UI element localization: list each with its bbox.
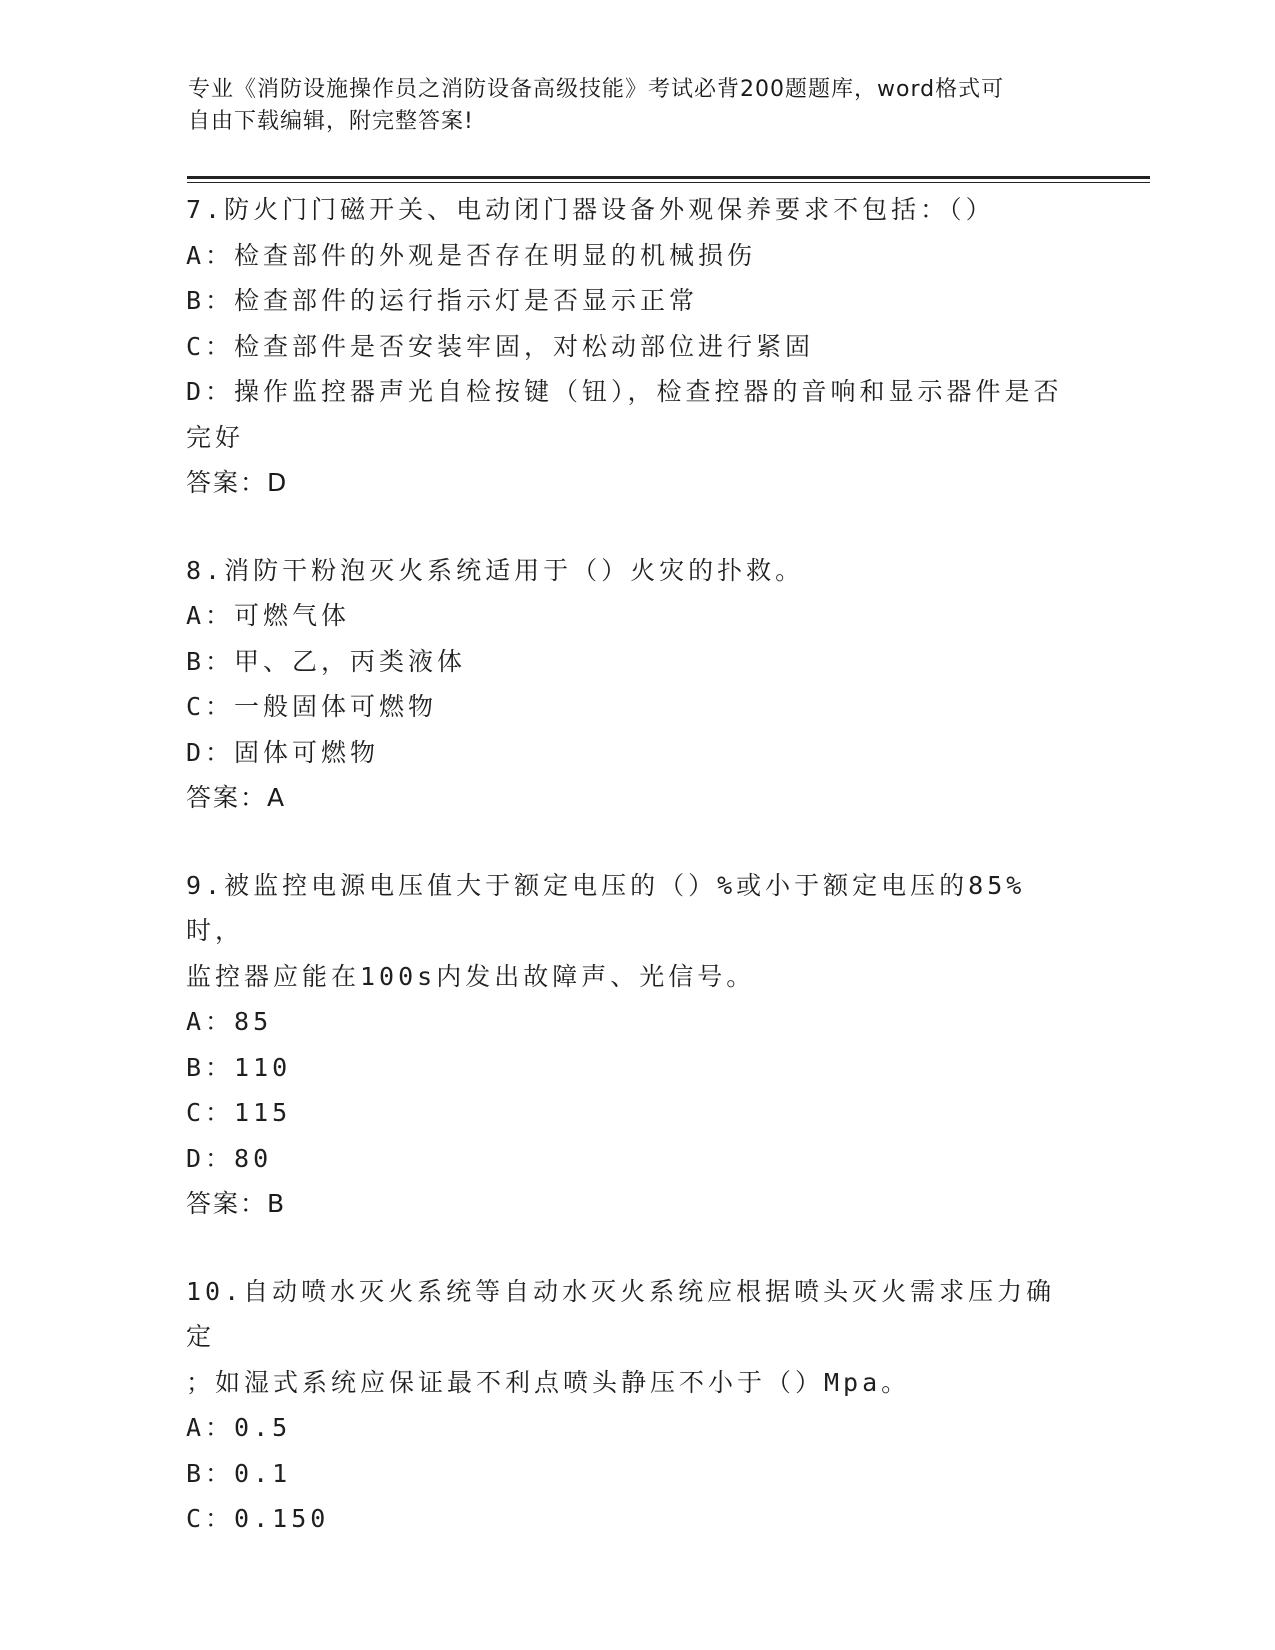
option-d: D：操作监控器声光自检按键（钮），检查控器的音响和显示器件是否 (186, 377, 1063, 406)
header-divider-thin (187, 182, 1150, 183)
option-c: C：115 (186, 1098, 292, 1127)
question-item (186, 187, 1076, 506)
answer-line: 答案：B (186, 1189, 287, 1218)
option-a: A：85 (186, 1007, 273, 1036)
header-divider-thick (187, 176, 1150, 179)
option-a: A：可燃气体 (186, 601, 351, 630)
question-item (186, 863, 1076, 1227)
question-stem: 10.自动喷水灭火系统等自动水灭火系统应根据喷头灭火需求压力确定 (186, 1276, 1056, 1351)
option-b: B：0.1 (186, 1458, 292, 1488)
document-header (188, 74, 1068, 138)
option-a: A：0.5 (186, 1413, 292, 1442)
option-b: B：检查部件的运行指示灯是否显示正常 (186, 286, 699, 315)
option-d-continued: 完好 (186, 422, 245, 452)
question-stem-continued: ；如湿式系统应保证最不利点喷头静压不小于（）Mpa。 (186, 1367, 911, 1397)
option-a: A：检查部件的外观是否存在明显的机械损伤 (186, 240, 757, 270)
option-b: B：110 (186, 1052, 292, 1082)
question-item (186, 548, 1076, 821)
question-list (186, 187, 1076, 1584)
question-item (186, 1269, 1076, 1542)
header-line-2: 自由下载编辑，附完整答案! (188, 109, 474, 134)
option-c: C：检查部件是否安装牢固，对松动部位进行紧固 (186, 331, 815, 361)
question-stem: 9.被监控电源电压值大于额定电压的（）%或小于额定电压的85%时， (186, 870, 1026, 945)
question-stem: 8.消防干粉泡灭火系统适用于（）火灾的扑救。 (186, 555, 805, 585)
option-c: C：一般固体可燃物 (186, 692, 438, 721)
answer-line: 答案：A (186, 783, 287, 812)
question-stem: 7.防火门门磁开关、电动闭门器设备外观保养要求不包括：（） (186, 195, 995, 224)
option-c: C：0.150 (186, 1504, 330, 1533)
answer-line: 答案：D (186, 468, 289, 497)
question-stem-continued: 监控器应能在100s内发出故障声、光信号。 (186, 961, 756, 991)
option-d: D：固体可燃物 (186, 737, 380, 767)
option-d: D：80 (186, 1143, 273, 1173)
option-b: B：甲、乙，丙类液体 (186, 646, 467, 676)
header-line-1: 专业《消防设施操作员之消防设备高级技能》考试必背200题题库，word格式可 (188, 77, 1005, 102)
